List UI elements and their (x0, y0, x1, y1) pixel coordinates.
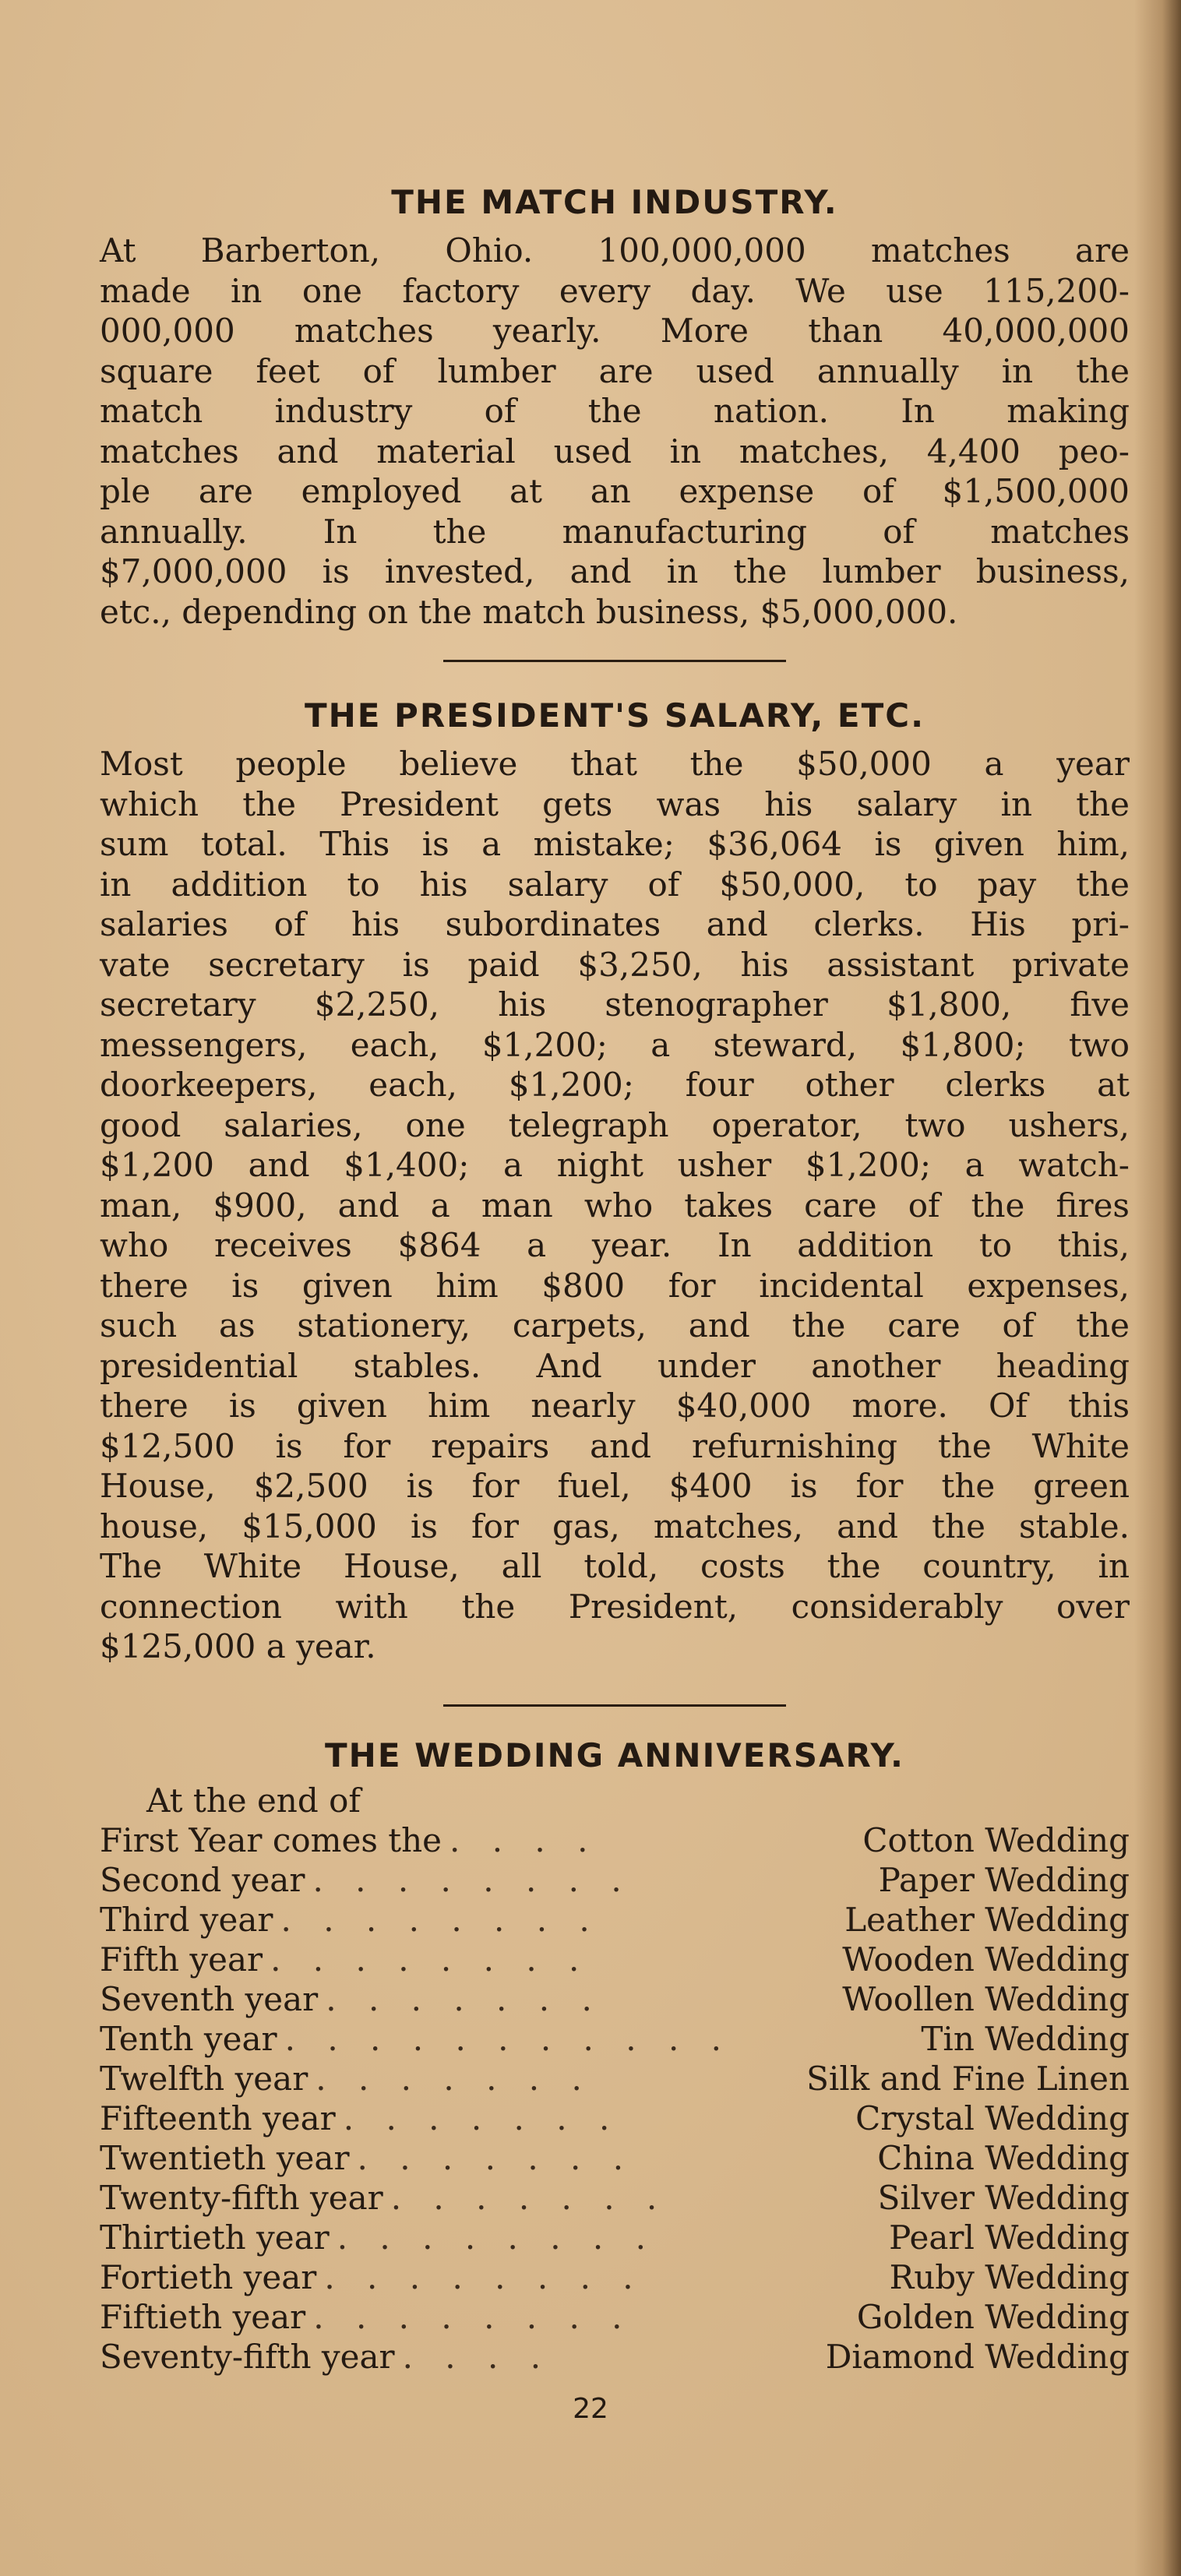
anniversary-name: Woollen Wedding (842, 1979, 1130, 2018)
anniversary-year: Third year (100, 1900, 273, 1939)
paragraph-line: vate secretary is paid $3,250, his assistant private (100, 945, 1130, 984)
anniversary-name: Pearl Wedding (889, 2218, 1130, 2257)
anniversary-row (100, 2218, 1130, 2257)
paragraph-line: ple are employed at an expense of $1,500,000 (100, 472, 1130, 510)
anniversary-name: Ruby Wedding (889, 2257, 1130, 2296)
anniversary-name: Tin Wedding (921, 2019, 1130, 2058)
anniversary-name: Paper Wedding (878, 1860, 1130, 1899)
anniversary-row (100, 2337, 1130, 2377)
paragraph-line: man, $900, and a man who takes care of the fires (100, 1186, 1130, 1225)
anniversary-year: Seventh year (100, 1979, 319, 2018)
paragraph-line: house, $15,000 is for gas, matches, and the stable. (100, 1506, 1130, 1545)
page-content (100, 183, 1130, 2377)
paragraph-line: secretary $2,250, his stenographer $1,800, five (100, 985, 1130, 1024)
page-edge-shadow (1134, 0, 1181, 2576)
paragraph-line: there is given him $800 for incidental expenses, (100, 1266, 1130, 1305)
anniversary-row (100, 1900, 1130, 1940)
anniversary-year: Tenth year (100, 2019, 277, 2058)
anniversary-name: Wooden Wedding (842, 1940, 1130, 1979)
anniversary-year: Fifth year (100, 1940, 263, 1979)
paragraph-line: doorkeepers, each, $1,200; four other clerks at (100, 1066, 1130, 1104)
anniversary-year: Thirtieth year (100, 2218, 330, 2257)
paragraph-line: salaries of his subordinates and clerks. His pri- (100, 905, 1130, 943)
leader-dots: . . . . . . . (343, 2099, 621, 2137)
paragraph-line: there is given him nearly $40,000 more. Of this (100, 1387, 1130, 1425)
match-industry-title: THE MATCH INDUSTRY. (391, 183, 838, 221)
wedding-anniversary-title: THE WEDDING ANNIVERSARY. (325, 1736, 904, 1774)
leader-dots: . . . . . . . . (324, 2257, 644, 2296)
president-salary-paragraph (100, 744, 1130, 1667)
anniversary-year: Twentieth year (100, 2138, 350, 2177)
paragraph-line: messengers, each, $1,200; a steward, $1,800; two (100, 1025, 1130, 1064)
anniversary-name: Cotton Wedding (862, 1820, 1130, 1859)
anniversary-row (100, 1979, 1130, 2019)
anniversary-row (100, 2297, 1130, 2337)
paragraph-line: $125,000 a year. (100, 1627, 376, 1665)
anniversary-name: Silk and Fine Linen (806, 2059, 1130, 2098)
paragraph-line: such as stationery, carpets, and the care of the (100, 1306, 1130, 1344)
anniversary-row (100, 2099, 1130, 2138)
leader-dots: . . . . . . . . (313, 2297, 633, 2336)
anniversary-year: Fifteenth year (100, 2099, 336, 2137)
leader-dots: . . . . . . . . (280, 1900, 601, 1939)
anniversary-year: Twenty-fifth year (100, 2178, 383, 2217)
paragraph-line: connection with the President, considerably over (100, 1587, 1130, 1626)
paragraph-line: matches and material used in matches, 4,400 peo- (100, 432, 1130, 470)
anniversary-row (100, 1940, 1130, 1979)
paragraph-line: etc., depending on the match business, $5,000,000. (100, 592, 958, 631)
anniversary-row (100, 1860, 1130, 1900)
anniversary-name: Leather Wedding (844, 1900, 1130, 1939)
anniversary-name: Crystal Wedding (855, 2099, 1130, 2137)
anniversary-name: China Wedding (877, 2138, 1130, 2177)
wedding-intro: At the end of (146, 1781, 361, 1820)
paragraph-line: annually. In the manufacturing of matches (100, 512, 1130, 551)
paragraph-line: match industry of the nation. In making (100, 392, 1130, 430)
paragraph-line: which the President gets was his salary in the (100, 784, 1130, 823)
anniversary-year: Second year (100, 1860, 305, 1899)
paragraph-line: square feet of lumber are used annually in the (100, 351, 1130, 390)
anniversary-name: Silver Wedding (877, 2178, 1130, 2217)
anniversary-year: Twelfth year (100, 2059, 308, 2098)
leader-dots: . . . . (449, 1820, 599, 1859)
anniversary-year: First Year comes the (100, 1820, 442, 1859)
leader-dots: . . . . . . . (390, 2178, 668, 2217)
paragraph-line: At Barberton, Ohio. 100,000,000 matches are (100, 231, 1130, 270)
leader-dots: . . . . . . . . . . . (284, 2019, 733, 2058)
paragraph-line: $7,000,000 is invested, and in the lumber business, (100, 552, 1130, 590)
paragraph-line: $1,200 and $1,400; a night usher $1,200; a watch- (100, 1146, 1130, 1184)
anniversary-row (100, 2059, 1130, 2099)
paragraph-line: good salaries, one telegraph operator, two ushers, (100, 1105, 1130, 1144)
paragraph-line: Most people believe that the $50,000 a year (100, 745, 1130, 783)
paragraph-line: who receives $864 a year. In addition to this, (100, 1226, 1130, 1264)
anniversary-name: Diamond Wedding (825, 2337, 1130, 2376)
anniversary-row (100, 1820, 1130, 1860)
leader-dots: . . . . . . . (326, 1979, 603, 2018)
anniversary-name: Golden Wedding (856, 2297, 1130, 2336)
anniversary-row (100, 2178, 1130, 2218)
anniversary-year: Fortieth year (100, 2257, 317, 2296)
anniversary-row (100, 2019, 1130, 2059)
leader-dots: . . . . . . . (316, 2059, 593, 2098)
paragraph-line: 000,000 matches yearly. More than 40,000,000 (100, 312, 1130, 350)
paragraph-line: House, $2,500 is for fuel, $400 is for the green (100, 1467, 1130, 1505)
paragraph-line: presidential stables. And under another heading (100, 1346, 1130, 1385)
paragraph-line: sum total. This is a mistake; $36,064 is given him, (100, 825, 1130, 863)
leader-dots: . . . . . . . . (312, 1860, 633, 1899)
paragraph-line: $12,500 is for repairs and refurnishing the White (100, 1426, 1130, 1465)
leader-dots: . . . . (402, 2337, 552, 2376)
page-number: 22 (573, 2393, 608, 2425)
paragraph-line: made in one factory every day. We use 115,200- (100, 271, 1130, 310)
anniversary-year: Fiftieth year (100, 2297, 306, 2336)
leader-dots: . . . . . . . (357, 2138, 635, 2177)
anniversary-row (100, 2257, 1130, 2297)
leader-dots: . . . . . . . . (270, 1940, 590, 1979)
wedding-anniversary-list (100, 1820, 1130, 2377)
president-salary-title: THE PRESIDENT'S SALARY, ETC. (304, 696, 925, 735)
anniversary-year: Seventy-fifth year (100, 2337, 395, 2376)
match-industry-paragraph (100, 231, 1130, 632)
paragraph-line: The White House, all told, costs the country, in (100, 1547, 1130, 1585)
paragraph-line: in addition to his salary of $50,000, to pay the (100, 865, 1130, 904)
leader-dots: . . . . . . . . (337, 2218, 657, 2257)
anniversary-row (100, 2138, 1130, 2178)
